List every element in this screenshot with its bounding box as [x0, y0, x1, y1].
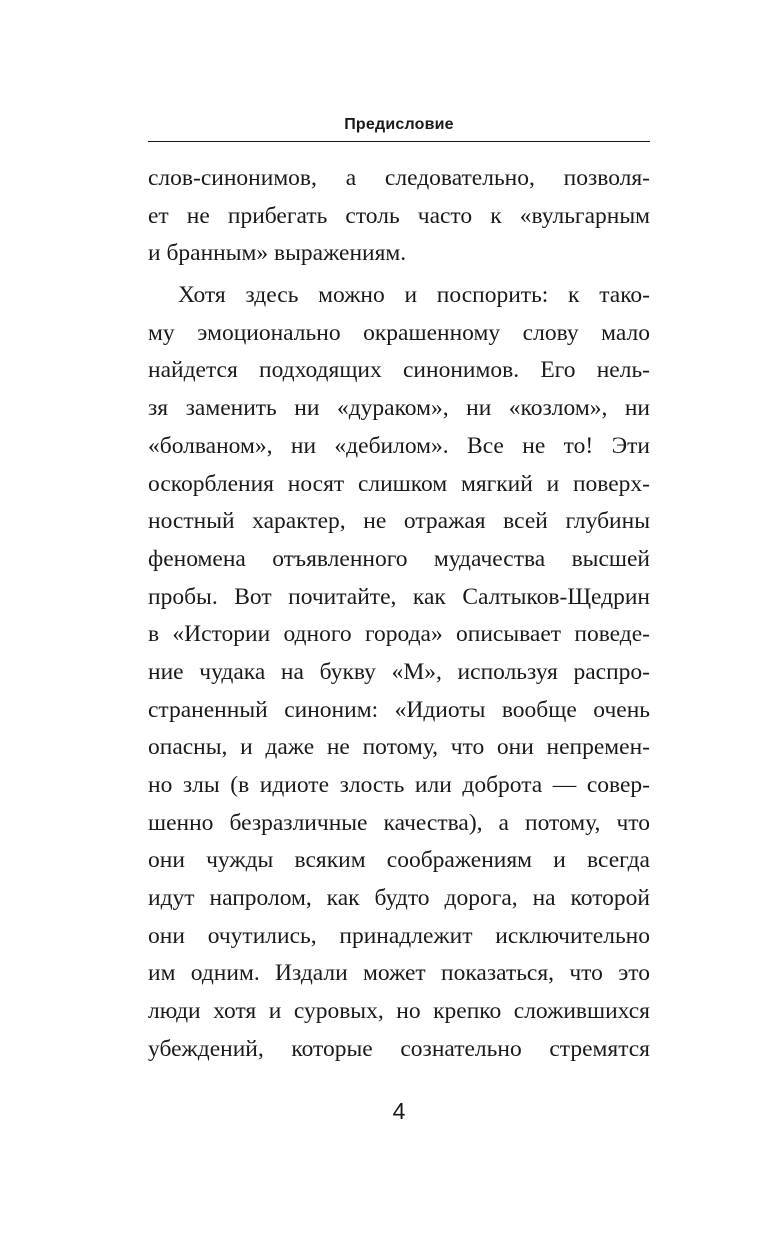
text-line: убеждений, которые сознательно стремятся	[148, 1035, 650, 1062]
header-rule	[148, 141, 650, 142]
text-line: ностный характер, не отражая всей глубины	[148, 508, 650, 535]
text-line: оскорбления носят слишком мягкий и поверх-	[148, 470, 650, 497]
text-line: шенно безразличные качества), а потому, что	[148, 809, 650, 836]
text-line: страненный синоним: «Идиоты вообще очень	[148, 696, 650, 723]
text-line: слов-синонимов, а следовательно, позволя-	[148, 165, 650, 191]
text-line: му эмоционально окрашенному слову мало	[148, 319, 650, 346]
text-line: зя заменить ни «дураком», ни «козлом», ни	[148, 395, 650, 422]
running-head: Предисловие	[344, 116, 454, 133]
text-line: Хотя здесь можно и поспорить: к тако-	[178, 282, 650, 309]
text-line: им одним. Издали может показаться, что это	[148, 960, 650, 987]
text-line: они очутились, принадлежит исключительно	[148, 922, 650, 949]
text-line: они чужды всяким соображениям и всегда	[148, 847, 650, 874]
text-line: найдется подходящих синонимов. Его нель-	[148, 357, 650, 384]
text-line: феномена отъявленного мудачества высшей	[148, 545, 650, 572]
text-line: в «Истории одного города» описывает поведе-	[148, 621, 650, 648]
text-line: ние чудака на букву «М», используя распро-	[148, 658, 650, 685]
body-text	[148, 160, 650, 1069]
paragraph	[148, 277, 650, 1068]
text-line: идут напролом, как будто дорога, на которой	[148, 885, 650, 912]
text-line: и бранным» выражениям.	[148, 240, 407, 267]
text-line: опасны, и даже не потому, что они непремен-	[148, 734, 650, 761]
text-line: люди хотя и суровых, но крепко сложившихся	[148, 998, 650, 1025]
text-line: но злы (в идиоте злость или доброта — совер-	[148, 772, 650, 798]
page-number: 4	[392, 1098, 406, 1124]
text-line: пробы. Вот почитайте, как Салтыков-Щедрин	[148, 583, 650, 610]
text-line: «болваном», ни «дебилом». Все не то! Эти	[148, 432, 650, 459]
paragraph	[148, 160, 650, 273]
text-line: ет не прибегать столь часто к «вульгарным	[148, 202, 650, 229]
